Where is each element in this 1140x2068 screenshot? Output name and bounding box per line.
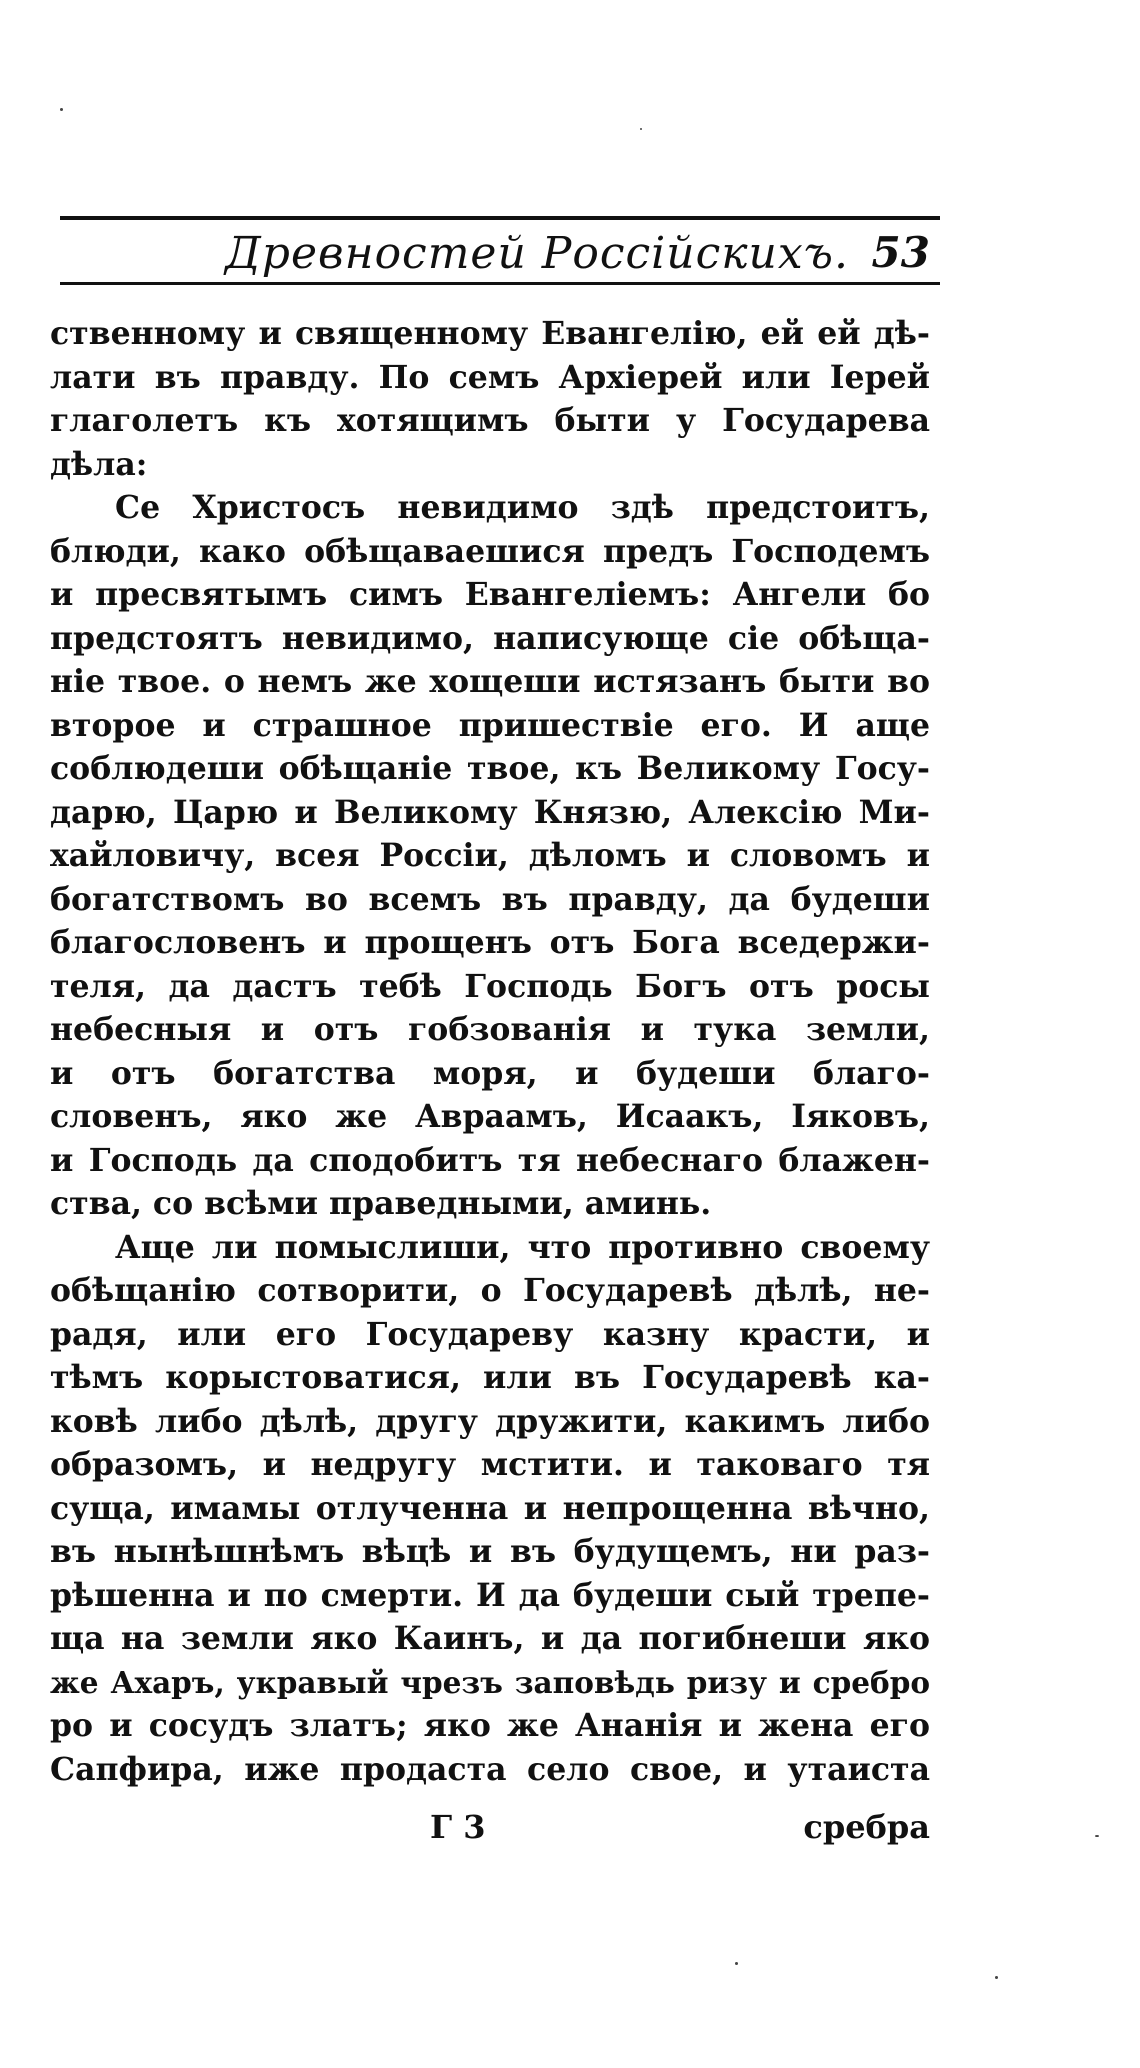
text-line: предстоятъ невидимо, написующе сіе обѣща- [50, 619, 930, 657]
text-line: суща, имамы отлученна и непрощенна вѣчно, [50, 1489, 930, 1527]
text-line: и отъ богатства моря, и будеши благо- [50, 1054, 930, 1092]
text-line: теля, да дастъ тебѣ Господь Богъ отъ росы [50, 967, 930, 1005]
text-line: ства, со всѣми праведными, аминь. [50, 1185, 712, 1222]
text-line: и Господь да сподобитъ тя небеснаго блажен- [50, 1141, 930, 1179]
text-line: хайловичу, всея Россіи, дѣломъ и словомъ и [50, 837, 930, 874]
text-line: дѣла: [50, 445, 148, 483]
text-line: Аще ли помыслиши, что противно своему [115, 1228, 930, 1266]
header-bottom-rule [60, 282, 940, 285]
text-line: дарю, Царю и Великому Князю, Алексію Ми- [50, 793, 930, 831]
text-line: второе и страшное пришествіе его. И аще [50, 706, 930, 744]
text-line: благословенъ и прощенъ отъ Бога вседержи- [50, 924, 930, 961]
text-line: образомъ, и недругу мстити. и таковаго тя [50, 1446, 930, 1483]
text-line: въ нынѣшнѣмъ вѣцѣ и въ будущемъ, ни раз- [50, 1533, 930, 1570]
text-line: богатствомъ во всемъ въ правду, да будеши [50, 880, 930, 918]
page-number: 53 [871, 228, 930, 277]
paper-speck [640, 128, 642, 130]
text-line: глаголетъ къ хотящимъ быти у Государева [50, 402, 930, 439]
paper-speck [1095, 1835, 1099, 1837]
text-line: блюди, како обѣщаваешися предъ Господемъ [50, 532, 930, 570]
text-line: Се Христосъ невидимо здѣ предстоитъ, [115, 489, 930, 526]
body-text [50, 312, 930, 1791]
text-line: ща на земли яко Каинъ, и да погибнеши яко [50, 1620, 930, 1657]
text-line: ковѣ либо дѣлѣ, другу дружити, какимъ либо [50, 1402, 930, 1440]
text-line: рѣшенна и по смерти. И да будеши сый трепе- [50, 1576, 930, 1614]
text-line: соблюдеши обѣщаніе твое, къ Великому Госу- [50, 750, 930, 787]
paper-speck [995, 1976, 998, 1979]
header-top-rule [60, 216, 940, 220]
text-line: лати въ правду. По семъ Архіерей или Іерей [50, 358, 930, 396]
text-line: же Ахаръ, укравый чрезъ заповѣдь ризу и сребро [50, 1664, 930, 1700]
text-line: ро и сосудъ златъ; яко же Ананія и жена его [50, 1707, 930, 1744]
text-line: словенъ, яко же Авраамъ, Исаакъ, Іяковъ, [50, 1098, 930, 1135]
running-title: Древностей Россійскихъ. [225, 228, 849, 279]
text-line: Сапфира, иже продаста село свое, и утаиста [50, 1750, 930, 1788]
text-line: тѣмъ корыстоватися, или въ Государевѣ ка- [50, 1359, 930, 1396]
paper-speck [60, 108, 63, 111]
catchword: сребра [803, 1808, 930, 1846]
text-line: небесныя и отъ гобзованія и тука земли, [50, 1011, 930, 1048]
text-line: и пресвятымъ симъ Евангеліемъ: Ангели бо [50, 576, 930, 613]
paper-speck [735, 1962, 738, 1965]
text-line: радя, или его Государеву казну красти, и [50, 1315, 930, 1353]
text-line: ственному и священному Евангелію, ей ей дѣ- [50, 315, 930, 352]
page-footer [50, 1808, 930, 1852]
text-line: ніе твое. о немъ же хощеши истязанъ быти во [50, 663, 930, 700]
text-line: обѣщанію сотворити, о Государевѣ дѣлѣ, не- [50, 1272, 930, 1309]
printer-signature-mark: Г 3 [430, 1808, 486, 1846]
running-head [60, 224, 940, 284]
